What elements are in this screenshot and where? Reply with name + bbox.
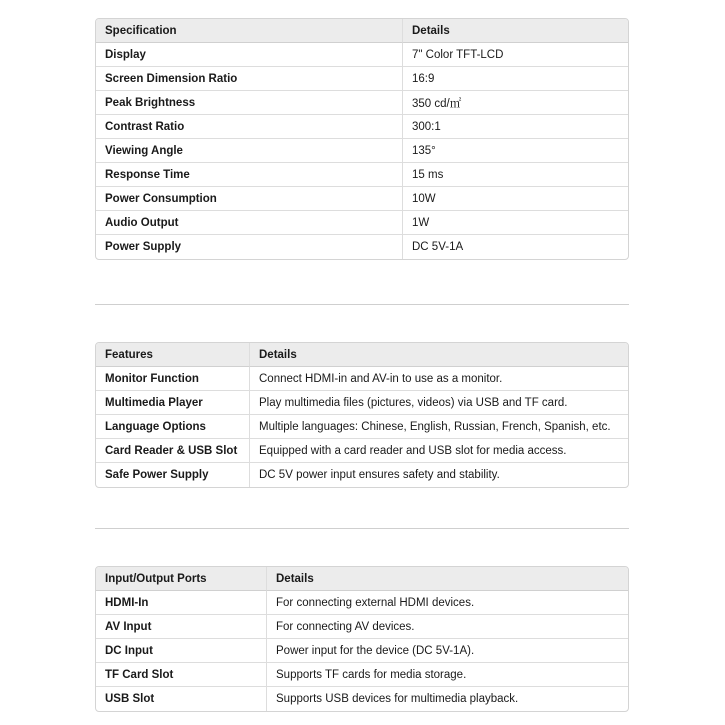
spec-label: Display: [96, 43, 403, 67]
port-label: TF Card Slot: [96, 663, 267, 687]
table-row: [96, 463, 628, 487]
table-row: [96, 663, 628, 687]
section-divider: [95, 528, 629, 529]
feature-label: Card Reader & USB Slot: [96, 439, 250, 463]
section-divider: [95, 304, 629, 305]
table-row: [96, 43, 628, 67]
table-row: [96, 139, 628, 163]
spec-label: Response Time: [96, 163, 403, 187]
feature-value: Play multimedia files (pictures, videos) via USB and TF card.: [250, 391, 628, 415]
table-row: [96, 367, 628, 391]
port-value: For connecting external HDMI devices.: [267, 591, 628, 615]
feature-label: Language Options: [96, 415, 250, 439]
spec-label: Peak Brightness: [96, 91, 403, 115]
table-row: [96, 235, 628, 259]
table-row: [96, 391, 628, 415]
spec-value: 7" Color TFT-LCD: [403, 43, 628, 67]
table-row: [96, 639, 628, 663]
column-header: Details: [403, 19, 628, 43]
spec-value: 1W: [403, 211, 628, 235]
table-row: [96, 187, 628, 211]
port-label: AV Input: [96, 615, 267, 639]
column-header: Input/Output Ports: [96, 567, 267, 591]
feature-label: Multimedia Player: [96, 391, 250, 415]
spec-label: Screen Dimension Ratio: [96, 67, 403, 91]
spec-label: Viewing Angle: [96, 139, 403, 163]
spec-label: Power Supply: [96, 235, 403, 259]
column-header: Features: [96, 343, 250, 367]
table-row: [96, 415, 628, 439]
features-table: [95, 342, 629, 488]
spec-value: DC 5V-1A: [412, 241, 464, 253]
specifications-table: [95, 18, 629, 260]
port-label: DC Input: [96, 639, 267, 663]
table-header-row: [96, 19, 628, 43]
feature-value: DC 5V power input ensures safety and stability.: [259, 469, 500, 481]
spec-value: 16:9: [403, 67, 628, 91]
feature-value: Multiple languages: Chinese, English, Russian, French, Spanish, etc.: [250, 415, 628, 439]
column-header: Specification: [96, 19, 403, 43]
spec-value: 10W: [403, 187, 628, 211]
port-label: USB Slot: [96, 687, 267, 711]
feature-value: Connect HDMI-in and AV-in to use as a monitor.: [250, 367, 628, 391]
table-row: [96, 115, 628, 139]
spec-label: Contrast Ratio: [96, 115, 403, 139]
table-header-row: [96, 567, 628, 591]
column-header: Details: [267, 567, 628, 591]
table-row: [96, 67, 628, 91]
feature-value: Equipped with a card reader and USB slot for media access.: [250, 439, 628, 463]
spec-value: 135°: [403, 139, 628, 163]
table-header-row: [96, 343, 628, 367]
table-row: [96, 211, 628, 235]
table-row: [96, 163, 628, 187]
table-row: [96, 91, 628, 115]
table-row: [96, 591, 628, 615]
spec-value: 350 cd/㎡: [403, 91, 628, 115]
table-row: [96, 615, 628, 639]
spec-label: Audio Output: [96, 211, 403, 235]
table-row: [96, 687, 628, 711]
port-value: Supports USB devices for multimedia playback.: [276, 693, 519, 705]
ports-table: [95, 566, 629, 712]
table-row: [96, 439, 628, 463]
port-value: Supports TF cards for media storage.: [267, 663, 628, 687]
port-value: Power input for the device (DC 5V-1A).: [267, 639, 628, 663]
feature-label: Monitor Function: [96, 367, 250, 391]
port-value: For connecting AV devices.: [267, 615, 628, 639]
spec-value: 300:1: [403, 115, 628, 139]
port-label: HDMI-In: [96, 591, 267, 615]
feature-label: Safe Power Supply: [96, 463, 250, 487]
column-header: Details: [250, 343, 628, 367]
spec-label: Power Consumption: [96, 187, 403, 211]
spec-value: 15 ms: [403, 163, 628, 187]
